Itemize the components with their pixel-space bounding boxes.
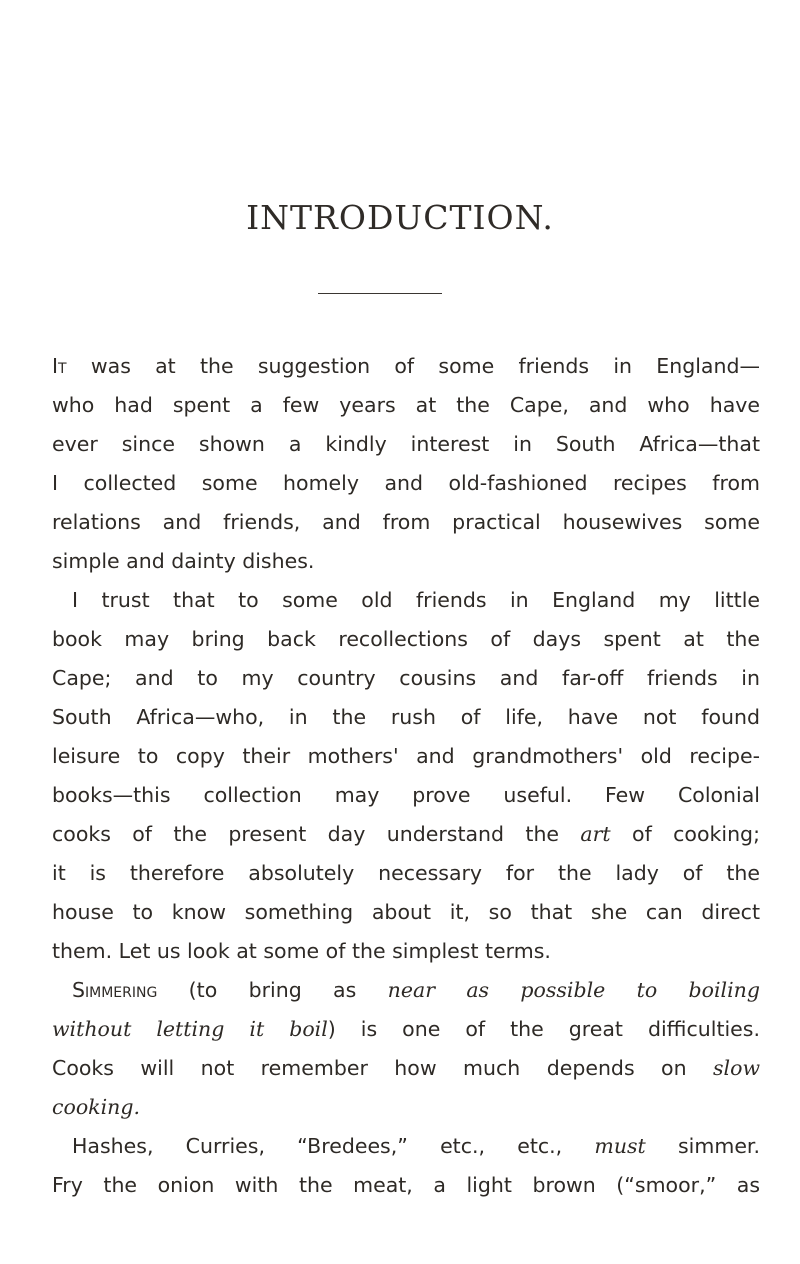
- term-simmering: Simmering: [72, 978, 158, 1002]
- emphasis: slow: [713, 1056, 760, 1080]
- text-line: relations and friends, and from practical housewives some: [52, 510, 760, 534]
- emphasis: must: [594, 1134, 646, 1158]
- text-line: leisure to copy their mothers' and grandmothers' old recipe-: [52, 744, 760, 768]
- text-line: Hashes, Curries, “Bredees,” etc., etc., must simmer.: [72, 1134, 760, 1158]
- text-line: house to know something about it, so that she can direct: [52, 900, 760, 924]
- text-line: who had spent a few years at the Cape, and who have: [52, 393, 760, 417]
- text-line: them. Let us look at some of the simplest terms.: [52, 939, 551, 963]
- text-line: it is therefore absolutely necessary for the lady of the: [52, 861, 760, 885]
- text-line: I collected some homely and old-fashioned recipes from: [52, 471, 760, 495]
- title-rule: [318, 293, 442, 294]
- text-line: I trust that to some old friends in England my little: [72, 588, 760, 612]
- text-line: book may bring back recollections of days spent at the: [52, 627, 760, 651]
- text-line: cooks of the present day understand the art of cooking;: [52, 822, 760, 846]
- drop-word: It: [52, 354, 67, 378]
- page-title: INTRODUCTION.: [246, 198, 554, 237]
- text-line: Fry the onion with the meat, a light brown (“smoor,” as: [52, 1173, 760, 1197]
- text-line: [52, 1087, 760, 1127]
- text-line: South Africa—who, in the rush of life, have not found: [52, 705, 760, 729]
- text-line: books—this collection may prove useful. Few Colonial: [52, 783, 760, 807]
- text-line: without letting it boil) is one of the great difficulties.: [52, 1017, 760, 1041]
- text-line: Simmering (to bring as near as possible to boiling: [72, 978, 760, 1002]
- emphasis: without letting it boil: [52, 1017, 328, 1041]
- text-line: simple and dainty dishes.: [52, 549, 315, 573]
- emphasis: cooking.: [52, 1095, 140, 1119]
- text-line: It was at the suggestion of some friends in England—: [52, 354, 760, 378]
- emphasis: art: [580, 822, 611, 846]
- emphasis: near as possible to boiling: [387, 978, 760, 1002]
- text-line: Cooks will not remember how much depends on slow: [52, 1056, 760, 1080]
- text-line: Cape; and to my country cousins and far-off friends in: [52, 666, 760, 690]
- text-line: ever since shown a kindly interest in South Africa—that: [52, 432, 760, 456]
